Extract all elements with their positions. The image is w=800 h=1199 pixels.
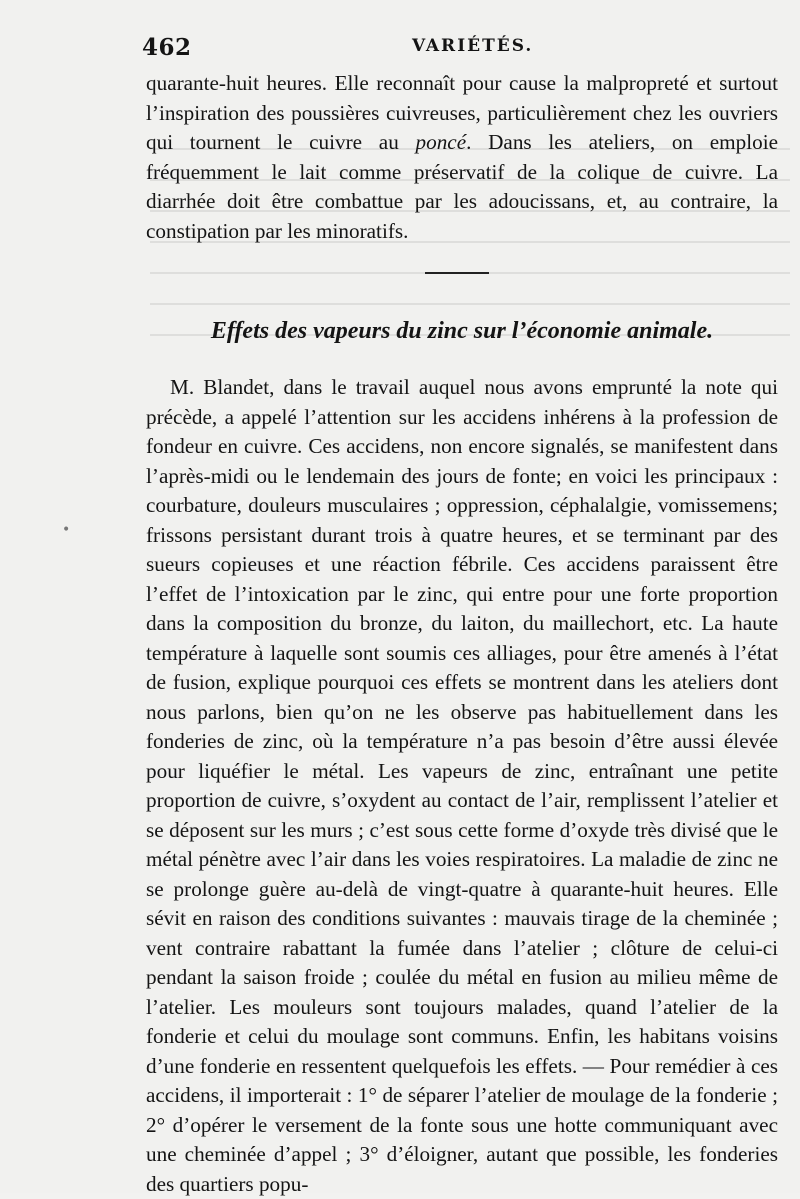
article-heading: Effets des vapeurs du zinc sur l’économie animale. — [210, 318, 714, 344]
emphasis-text: poncé — [415, 130, 467, 154]
running-head — [142, 26, 782, 66]
page-number: 462 — [142, 34, 192, 61]
article-body: M. Blandet, dans le travail auquel nous avons emprunté la note qui précède, a appelé l’attention sur les accidens inhérens à la profession de fondeur en cuivre. Ces accidens, non encore signalés, se manifestent dans l’après-midi ou le lendemain des jours de fonte; en voici les principaux : courbature, douleurs musculaires ; oppression, céphalalgie, vomissemens; frissons persistant durant trois à quatre heures, et se terminant par des sueurs copieuses et une réaction fébrile. Ces accidens paraissent être l’effet de l’intoxication par le zinc, qui entre pour une forte proportion dans la composition du bronze, du laiton, du maillechort, etc. La haute température à laquelle sont soumis ces alliages, pour être amenés à l’état de fusion, explique pourquoi ces effets se montrent dans les ateliers dont nous parlons, bien qu’on ne les observe pas habituellement dans les fonderies de zinc, où la température n’a pas besoin d’être aussi élevée pour liquéfier le métal. Les vapeurs de zinc, entraînant une petite proportion de cuivre, s’oxydent au contact de l’air, remplissent l’atelier et se déposent sur les murs ; c’est sous cette forme d’oxyde très divisé que le métal pénètre avec l’air dans les voies respiratoires. La maladie de zinc ne se prolonge guère au-delà de vingt-quatre à quarante-huit heures. Elle sévit en raison des conditions suivantes : mauvais tirage de la cheminée ; vent contraire rabattant la fumée dans l’atelier ; clôture de celui-ci pendant la saison froide ; coulée du métal en fusion au milieu même de l’atelier. Les mouleurs sont toujours malades, quand l’atelier de la fonderie et celui du moulage sont communs. Enfin, les habitans voisins d’une fonderie en ressentent quelquefois les effets. — Pour remédier à ces accidens, il importerait : 1° de séparer l’atelier de moulage de la fonderie ; 2° d’opérer le versement de la fonte sous une hotte communiquant avec une cheminée d’appel ; 3° d’éloigner, autant que possible, les fonderies des quartiers popu- — [146, 375, 778, 1196]
margin-speck: • — [62, 522, 71, 538]
section-title: VARIÉTÉS. — [412, 36, 534, 56]
section-divider — [425, 272, 489, 274]
paragraph-text: . Dans les ateliers, on emploie fréquemment le lait comme préservatif de la colique de cuivre. La diarrhée doit être combattue par les adoucissans, et, au contraire, la constipation par les minoratifs. — [146, 130, 778, 243]
paragraph-continuation — [146, 69, 778, 246]
paragraph-text: quarante-huit heures. Elle reconnaît pour cause la malpropreté et surtout l’inspiration des poussières cuivreuses, particulièrement chez les ouvriers qui tournent le cuivre au — [146, 71, 778, 154]
